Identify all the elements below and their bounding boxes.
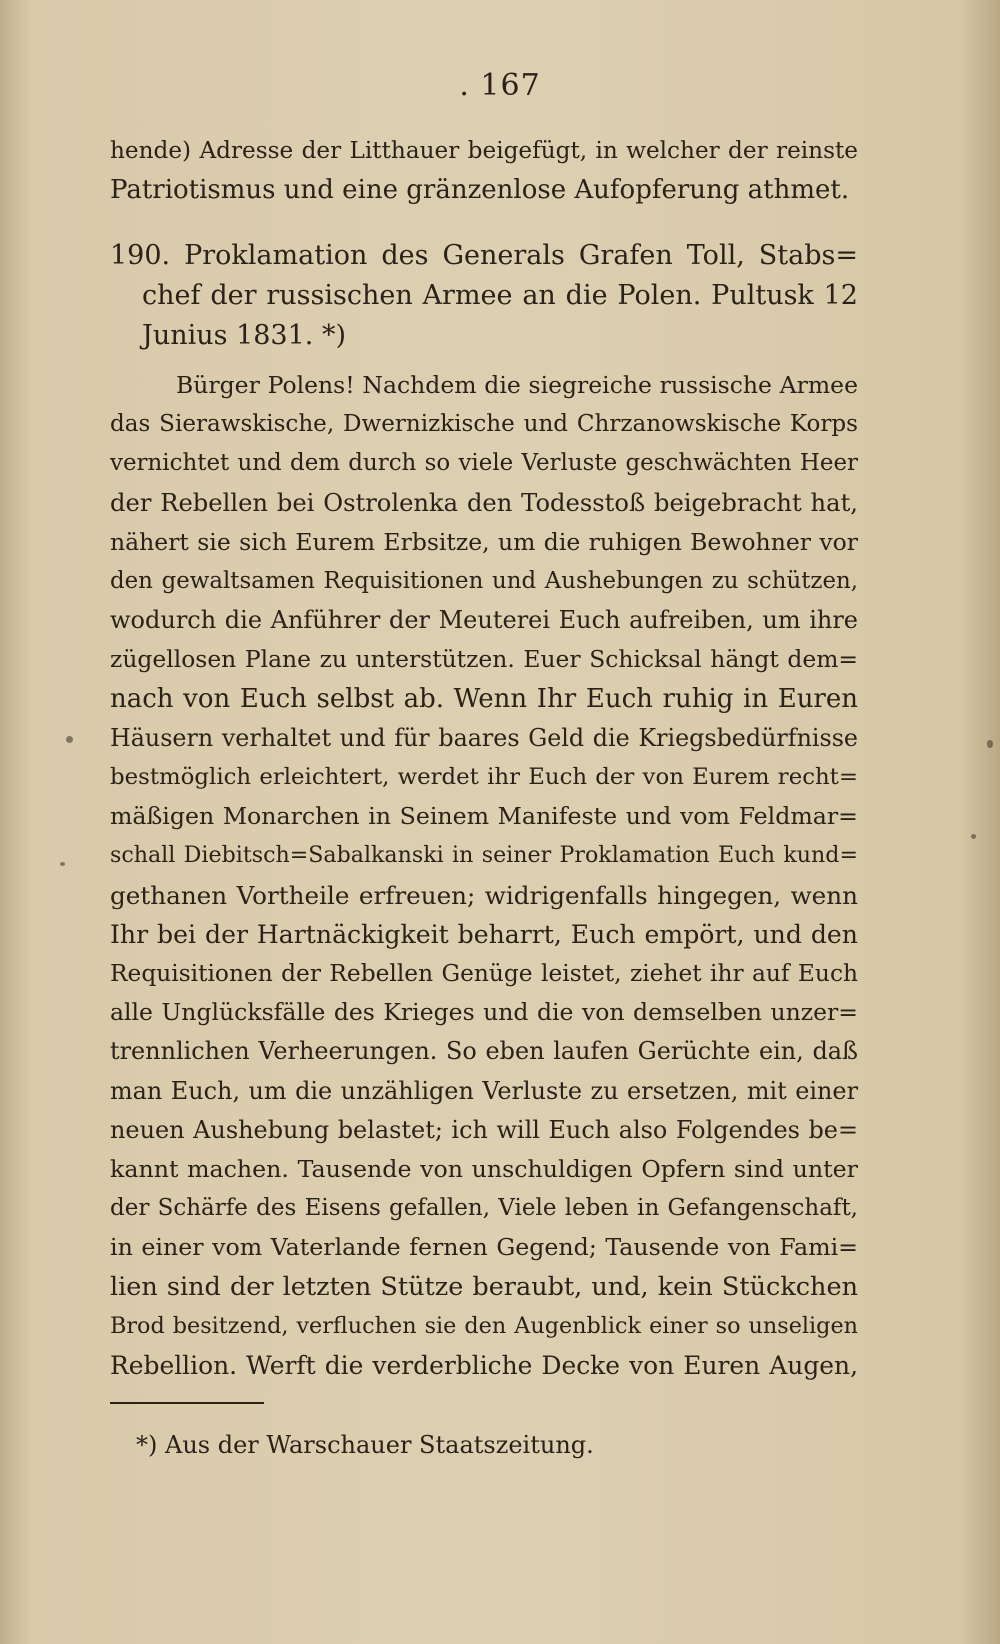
text-line: Rebellion. Werft die verderbliche Decke von Euren Augen,: [110, 1351, 858, 1381]
text-line: kannt machen. Tausende von unschuldigen Opfern sind unter: [110, 1155, 858, 1184]
text-line: neuen Aushebung belastet; ich will Euch also Folgendes be=: [110, 1115, 858, 1144]
text-line: in einer vom Vaterlande fernen Gegend; Tausende von Fami=: [110, 1233, 858, 1262]
text-line: Patriotismus und eine gränzenlose Aufopferung athmet.: [110, 175, 850, 206]
text-line: das Sierawskische, Dwernizkische und Chrzanowskische Korps: [110, 411, 858, 438]
ink-spot: [971, 834, 976, 839]
text-line: Brod besitzend, verfluchen sie den Augenblick einer so unseligen: [110, 1312, 858, 1339]
section-heading: [110, 236, 858, 356]
heading-line: Junius 1831. *): [142, 320, 346, 351]
text-line: nähert sie sich Eurem Erbsitze, um die ruhigen Bewohner vor: [110, 527, 858, 556]
text-line: man Euch, um die unzähligen Verluste zu ersetzen, mit einer: [110, 1076, 858, 1105]
text-line: Ihr bei der Hartnäckigkeit beharrt, Euch empört, und den: [110, 919, 858, 949]
text-line: alle Unglücksfälle des Krieges und die von demselben unzer=: [110, 998, 858, 1027]
text-line: gethanen Vortheile erfreuen; widrigenfalls hingegen, wenn: [110, 880, 858, 910]
footnote-rule: [110, 1402, 264, 1404]
text-line: den gewaltsamen Requisitionen und Aushebungen zu schützen,: [110, 568, 858, 595]
text-line: der Rebellen bei Ostrolenka den Todesstoß beigebracht hat,: [110, 488, 858, 517]
text-line: hende) Adresse der Litthauer beigefügt, in welcher der reinste: [110, 138, 858, 164]
text-line: lien sind der letzten Stütze beraubt, und, kein Stückchen: [110, 1271, 858, 1302]
ink-spot: [987, 740, 993, 748]
text-line: zügellosen Plane zu unterstützen. Euer Schicksal hängt dem=: [110, 645, 858, 674]
ink-spot: [60, 862, 65, 866]
heading-line: chef der russischen Armee an die Polen. Pultusk 12: [142, 280, 858, 311]
footnote: *) Aus der Warschauer Staatszeitung.: [136, 1431, 594, 1459]
text-line: bestmöglich erleichtert, werdet ihr Euch der von Eurem recht=: [110, 764, 858, 791]
text-line: Requisitionen der Rebellen Genüge leistet, ziehet ihr auf Euch: [110, 960, 858, 988]
text-line: Bürger Polens! Nachdem die siegreiche russische Armee: [176, 371, 858, 399]
heading-line: 190. Proklamation des Generals Grafen Toll, Stabs=: [110, 240, 858, 271]
text-line: Häusern verhaltet und für baares Geld die Kriegsbedürfnisse: [110, 723, 858, 752]
text-line: mäßigen Monarchen in Seinem Manifeste und vom Feldmar=: [110, 802, 858, 831]
text-line: vernichtet und dem durch so viele Verluste geschwächten Heer: [110, 450, 858, 477]
page-number: . 167: [459, 68, 541, 103]
body-paragraph: [110, 366, 858, 1385]
text-line: der Schärfe des Eisens gefallen, Viele leben in Gefangenschaft,: [110, 1195, 858, 1222]
text-line: wodurch die Anführer der Meuterei Euch aufreiben, um ihre: [110, 606, 858, 635]
intro-paragraph: [110, 132, 858, 210]
text-line: nach von Euch selbst ab. Wenn Ihr Euch ruhig in Euren: [110, 683, 858, 714]
text-line: schall Diebitsch=Sabalkanski in seiner Proklamation Euch kund=: [110, 842, 858, 869]
ink-spot: [66, 736, 73, 743]
text-line: trennlichen Verheerungen. So eben laufen Gerüchte ein, daß: [110, 1037, 858, 1066]
